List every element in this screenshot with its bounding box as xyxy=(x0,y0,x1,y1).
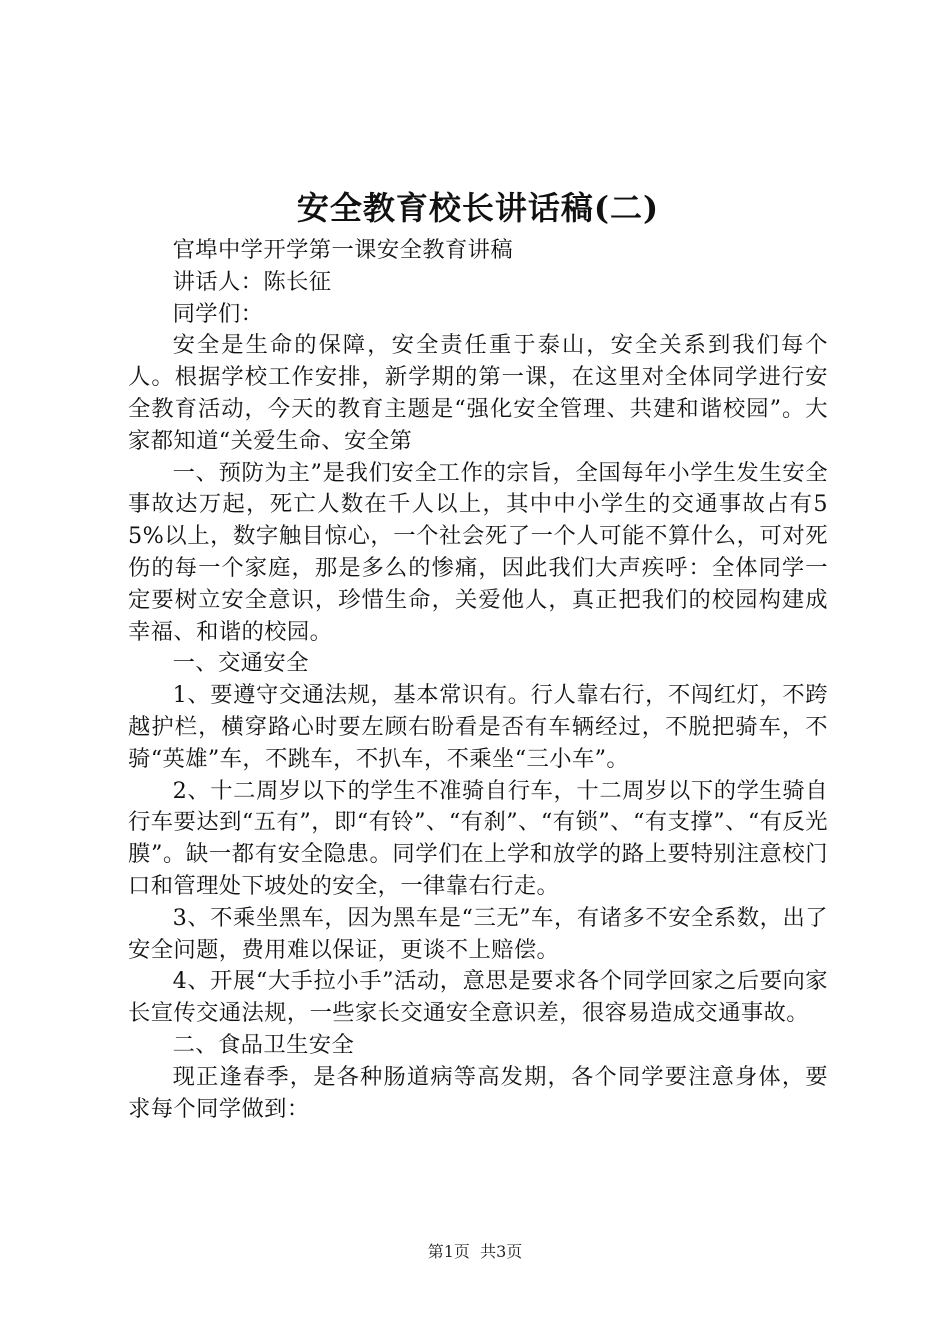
paragraph-traffic-2: 2、十二周岁以下的学生不准骑自行车，十二周岁以下的学生骑自行车要达到“五有”，即“有铃”、“有刹”、“有锁”、“有支撑”、“有反光膜”。缺一都有安全隐患。同学们在上学和放学的路上要特别注意校门口和管理处下坡处的安全，一律靠右行走。 xyxy=(128,777,828,899)
document-body xyxy=(128,235,828,1125)
paragraph-salutation: 同学们： xyxy=(172,300,264,327)
paragraph-subtitle: 官埠中学开学第一课安全教育讲稿 xyxy=(172,237,514,263)
paragraph-intro: 安全是生命的保障，安全责任重于泰山，安全关系到我们每个人。根据学校工作安排，新学期的第一课，在这里对全体同学进行安全教育活动，今天的教育主题是“强化安全管理、共建和谐校园”。大家都知道“关爱生命、安全第 xyxy=(128,332,828,454)
paragraph-traffic-4: 4、开展“大手拉小手”活动，意思是要求各个同学回家之后要向家长宣传交通法规，一些家长交通安全意识差，很容易造成交通事故。 xyxy=(128,968,828,1027)
document-page xyxy=(128,0,828,1344)
paragraph-speaker: 讲话人：陈长征 xyxy=(172,268,332,295)
section-heading-traffic: 一、交通安全 xyxy=(172,650,309,677)
paragraph-traffic-1: 1、要遵守交通法规，基本常识有。行人靠右行，不闯红灯，不跨越护栏，横穿路心时要左顾右盼看是否有车辆经过，不脱把骑车，不骑“英雄”车，不跳车，不扒车，不乘坐“三小车”。 xyxy=(128,682,828,772)
paragraph-traffic-3: 3、不乘坐黑车，因为黑车是“三无”车，有诸多不安全系数，出了安全问题，费用难以保证，更谈不上赔偿。 xyxy=(128,904,828,963)
document-title: 安全教育校长讲话稿(二) xyxy=(296,189,660,227)
section-heading-food: 二、食品卫生安全 xyxy=(172,1031,355,1058)
paragraph-prevention: 一、预防为主”是我们安全工作的宗旨，全国每年小学生发生安全事故达万起，死亡人数在千人以上，其中中小学生的交通事故占有55%以上，数字触目惊心，一个社会死了一个人可能不算什么，可对死伤的每一个家庭，那是多么的惨痛，因此我们大声疾呼：全体同学一定要树立安全意识，珍惜生命，关爱他人，真正把我们的校园构建成幸福、和谐的校园。 xyxy=(128,459,828,645)
paragraph-food-1: 现正逢春季，是各种肠道病等高发期，各个同学要注意身体，要求每个同学做到： xyxy=(128,1063,828,1122)
page-number-footer: 第1页 共3页 xyxy=(427,1242,523,1261)
